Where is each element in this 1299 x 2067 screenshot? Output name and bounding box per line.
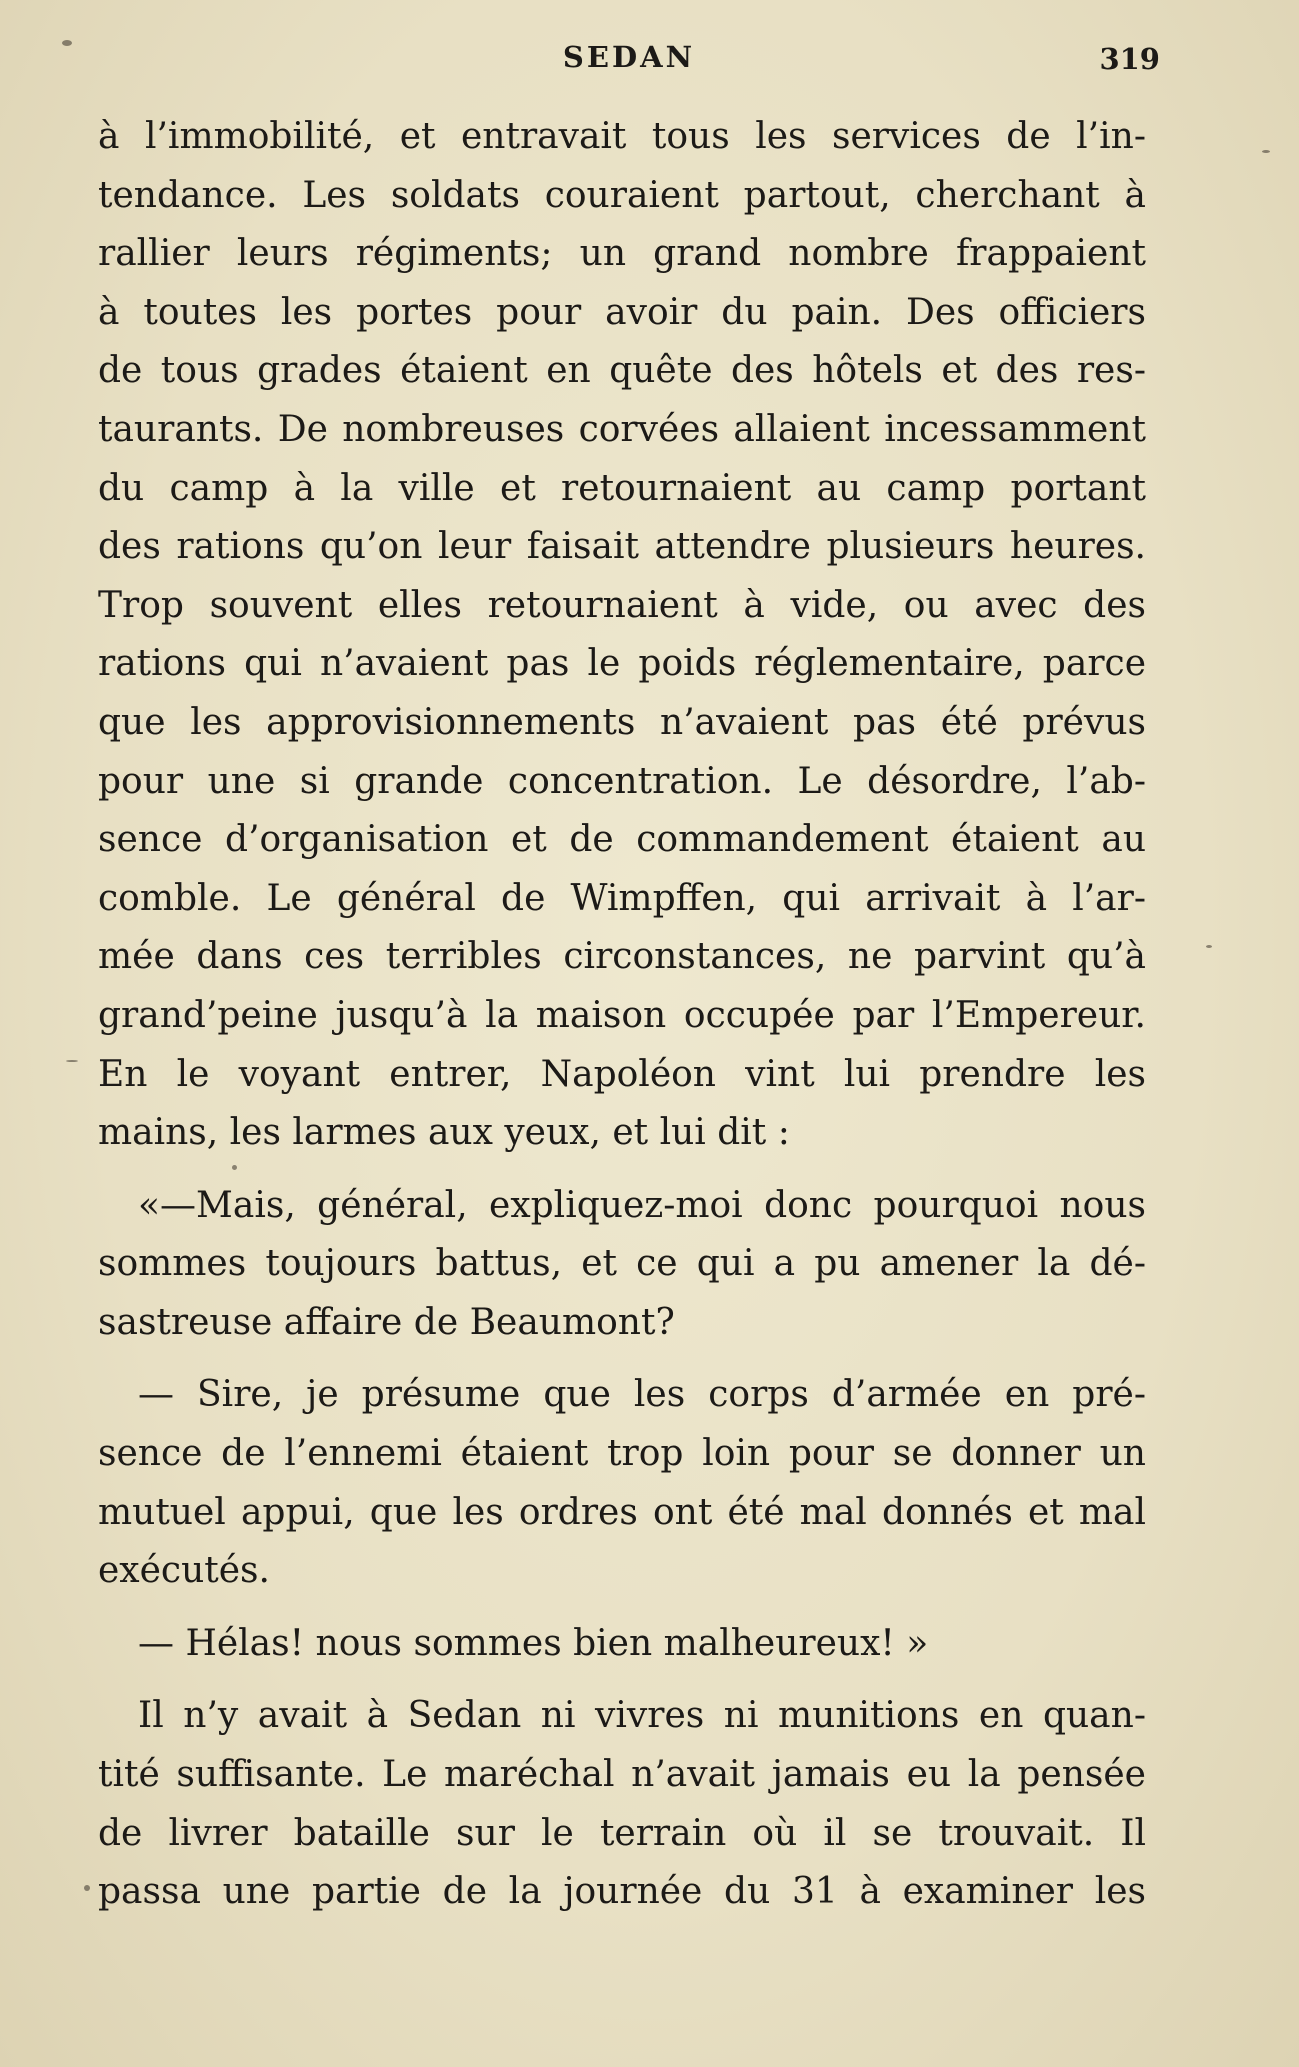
paragraph — [98, 108, 1146, 1163]
text-line: exécutés. — [98, 1550, 270, 1592]
body-text — [98, 108, 1146, 1922]
text-line: rations qui n’avaient pas le poids réglementaire, parce — [98, 643, 1146, 685]
text-line: des rations qu’on leur faisait attendre plusieurs heures. — [98, 526, 1146, 568]
paper-speck — [66, 1060, 78, 1062]
text-line: mée dans ces terribles circonstances, ne parvint qu’à — [98, 936, 1146, 978]
text-line: En le voyant entrer, Napoléon vint lui prendre les — [98, 1053, 1146, 1095]
text-line: du camp à la ville et retournaient au camp portant — [98, 467, 1146, 509]
text-line: Trop souvent elles retournaient à vide, ou avec des — [98, 584, 1146, 626]
paper-speck — [232, 1165, 237, 1170]
paragraph — [98, 1687, 1146, 1921]
paragraph — [98, 1366, 1146, 1600]
text-line: comble. Le général de Wimpffen, qui arrivait à l’ar- — [98, 877, 1146, 919]
paper-speck — [62, 40, 72, 46]
text-line: sence d’organisation et de commandement étaient au — [98, 819, 1146, 861]
text-line: à l’immobilité, et entravait tous les services de l’in- — [98, 116, 1146, 157]
text-line: mains, les larmes aux yeux, et lui dit : — [98, 1112, 790, 1154]
text-line: rallier leurs régiments; un grand nombre frappaient — [98, 233, 1146, 275]
text-line: «—Mais, général, expliquez-moi donc pourquoi nous — [138, 1184, 1146, 1226]
paper-speck — [84, 1885, 90, 1891]
page-number: 319 — [1099, 42, 1160, 76]
text-line: passa une partie de la journée du 31 à examiner les — [98, 1871, 1146, 1913]
page-header — [98, 40, 1160, 90]
running-title: SEDAN — [562, 40, 696, 74]
text-line: mutuel appui, que les ordres ont été mal donnés et mal — [98, 1491, 1146, 1533]
paragraph — [98, 1615, 1146, 1674]
text-line: sence de l’ennemi étaient trop loin pour se donner un — [98, 1433, 1146, 1475]
text-line: tendance. Les soldats couraient partout, cherchant à — [98, 174, 1146, 216]
paper-speck — [1206, 945, 1212, 948]
text-line: de livrer bataille sur le terrain où il se trouvait. Il — [98, 1812, 1146, 1854]
text-line: — Hélas! nous sommes bien malheureux! » — [138, 1622, 929, 1664]
text-line: à toutes les portes pour avoir du pain. Des officiers — [98, 291, 1146, 333]
paper-speck — [1262, 150, 1270, 153]
text-line: taurants. De nombreuses corvées allaient incessamment — [98, 408, 1146, 450]
text-line: que les approvisionnements n’avaient pas été prévus — [98, 701, 1146, 743]
text-line: pour une si grande concentration. Le désordre, l’ab- — [98, 760, 1146, 802]
paragraph — [98, 1177, 1146, 1353]
text-line: — Sire, je présume que les corps d’armée en pré- — [138, 1374, 1146, 1416]
text-line: sastreuse affaire de Beaumont? — [98, 1301, 675, 1343]
text-line: sommes toujours battus, et ce qui a pu amener la dé- — [98, 1243, 1146, 1285]
text-line: tité suffisante. Le maréchal n’avait jamais eu la pensée — [98, 1754, 1146, 1796]
text-line: Il n’y avait à Sedan ni vivres ni munitions en quan- — [138, 1695, 1146, 1737]
text-line: grand’peine jusqu’à la maison occupée par l’Empereur. — [98, 994, 1146, 1036]
text-line: de tous grades étaient en quête des hôtels et des res- — [98, 350, 1146, 392]
